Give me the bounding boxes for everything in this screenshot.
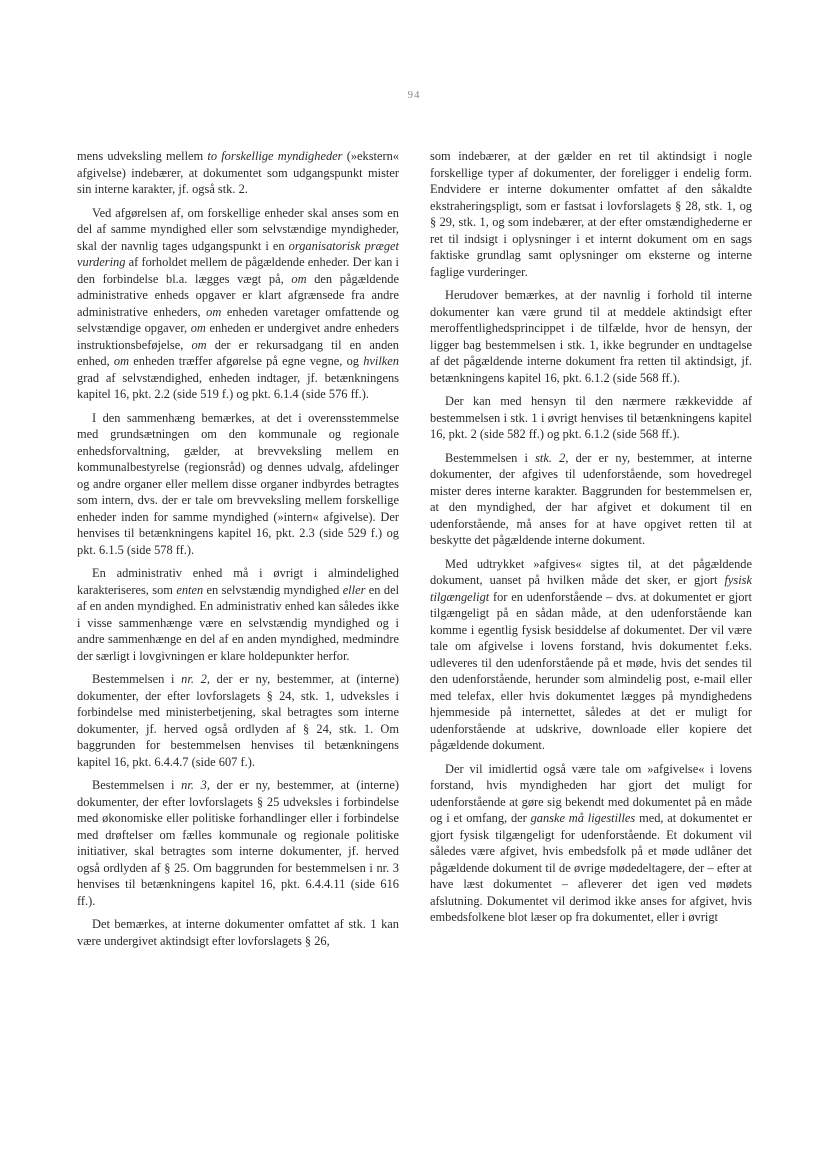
text-run: Herudover bemærkes, at der navnlig i forhold til interne dokumenter kan være grund til at meddele aktindsigt efter meroffentlighedsprincippet i de tilfælde, hvor de hensyn, der ligger bag bestemmelsen i stk. 1, ikke begrunder en undtagelse af det pågældende interne dokument fra retten til aktindsigt, jf. betænkningens kapitel 16, pkt. 6.1.2 (side 568 ff.). xyxy=(430,288,752,385)
text-run: af forholdet mellem de pågældende enheder. Der kan i den forbindelse bl.a. lægges vægt på, xyxy=(77,255,399,286)
text-run: en selvstændig myndighed xyxy=(203,582,343,597)
text-run: enheden er undergivet andre enheders instruktionsbeføjelse, xyxy=(77,321,399,352)
left-column xyxy=(77,148,399,949)
text-run: Bestemmelsen i xyxy=(92,672,182,686)
italic-text: organisatorisk præget vurdering xyxy=(77,238,400,269)
text-run: der er ny, bestemmer, at interne dokumenter, der afgives til udenforstående, som hovedregel mister deres interne karakter. Baggrunden for bestemmelsen er, at den myndighed, der har afgivet et dokument til en udenforstående, må anses for at have opgivet retten til at beskytte det pågældende interne dokument. xyxy=(430,450,752,547)
paragraph xyxy=(77,148,399,198)
text-run: der er ny, bestemmer, at (interne) dokumenter, der efter lovforslagets § 24, stk. 1, udveksles i forbindelse med ministerbetjening, skal betragtes som interne dokumenter, jf. herved også ordlyden af § 24, stk. 1. Om baggrunden for bestemmelsen henvises til betænkningens kapitel 16, pkt. 6.4.4.7 (side 607 f.). xyxy=(77,672,399,769)
paragraph xyxy=(430,287,752,386)
paragraph xyxy=(77,410,399,559)
paragraph xyxy=(77,777,399,909)
italic-text: eller xyxy=(342,582,366,597)
italic-text: to forskellige myndigheder xyxy=(207,149,343,163)
paragraph xyxy=(430,556,752,754)
text-run: mens udveksling mellem xyxy=(77,149,208,163)
paragraph xyxy=(430,393,752,443)
italic-text: om xyxy=(113,354,130,368)
paragraph xyxy=(430,450,752,549)
text-run: Det bemærkes, at interne dokumenter omfattet af stk. 1 kan være undergivet aktindsigt efter lovforslagets § 26, xyxy=(77,917,399,948)
italic-text: om xyxy=(190,321,206,335)
paragraph xyxy=(77,565,399,664)
text-run: En administrativ enhed må i øvrigt i almindelighed karakteriseres, som xyxy=(77,566,399,597)
italic-text: om xyxy=(206,304,222,319)
text-run: der er rekursadgang til en anden enhed, xyxy=(77,337,399,368)
italic-text: om xyxy=(191,337,207,352)
italic-text: nr. 2, xyxy=(181,672,210,686)
paragraph xyxy=(77,671,399,770)
text-run: Med udtrykket »afgives« sigtes til, at det pågældende dokument, uanset på hvilken måde det sker, er gjort xyxy=(430,556,752,587)
text-run: med, at dokumentet er gjort fysisk tilgængeligt for udenforstående. Et dokument vil således være afgivet, hvis embedsfolk på et møde udlåner det pågældende dokument til de øvrige mødedeltagere, der – efter at have læst dokumentet – afleverer det igen ved mødets afslutning. Dokumentet vil derimod ikke anses for afgivet, hvis embedsfolkene blot læser op fra dokumentet, eller i øvrigt xyxy=(430,811,752,924)
right-column xyxy=(430,148,752,926)
text-run: der er ny, bestemmer, at (interne) dokumenter, der efter lovforslagets § 25 udveksles i forbindelse med økonomiske eller politiske forhandlinger eller i forbindelse med drøftelser om fælles kommunale og regionale politiske initiativer, skal betragtes som interne dokumenter, jf. herved også ordlyden af § 25. Om baggrunden for bestemmelsen i nr. 3 henvises til betænkningens kapitel 16, pkt. 6.4.4.11 (side 616 ff.). xyxy=(77,778,399,908)
italic-text: enten xyxy=(176,582,204,597)
paragraph xyxy=(430,761,752,926)
italic-text: fysisk tilgængeligt xyxy=(430,573,752,604)
text-run: den pågældende administrative enheds opgaver er klart afgrænsede fra andre administrative enheders, xyxy=(77,271,399,319)
text-run: enheden træffer afgørelse på egne vegne, og xyxy=(129,354,364,368)
text-run: Der vil imidlertid også være tale om »afgivelse« i lovens forstand, hvis myndigheden har gjort det muligt for udenforstående at gøre sig bekendt med dokumentet på en måde og i et omfang, der xyxy=(430,761,752,825)
text-run: enheden varetager omfattende og selvstændige opgaver, xyxy=(77,304,399,335)
text-run: som indebærer, at der gælder en ret til aktindsigt i nogle forskellige typer af dokumenter, der foreligger i endelig form. Endvidere er interne dokumenter omfattet af den såkaldte ekstraheringspligt, som er fastsat i lovforslagets § 28, stk. 1, og § 29, stk. 1, og som indebærer, at der efter omstændighederne er ret til indsigt i oplysninger i et internt dokument om en sags faktiske grundlag samt oplysninger om eksterne og interne faglige vurderinger. xyxy=(430,149,752,279)
italic-text: om xyxy=(291,271,307,286)
text-run: (»ekstern« afgivelse) indebærer, at dokumentet som udgangspunkt mister sin interne karakter, jf. også stk. 2. xyxy=(77,149,399,196)
text-run: Der kan med hensyn til den nærmere rækkevidde af bestemmelsen i stk. 1 i øvrigt henvises til betænkningens kapitel 16, pkt. 2 (side 582 ff.) og pkt. 6.1.2 (side 568 ff.). xyxy=(430,394,752,441)
paragraph xyxy=(430,148,752,280)
text-run: grad af selvstændighed, enheden indtager, jf. betænkningens kapitel 16, pkt. 2.2 (side 519 f.) og pkt. 6.1.4 (side 576 ff.). xyxy=(77,370,399,401)
italic-text: stk. 2, xyxy=(535,450,569,465)
text-run: I den sammenhæng bemærkes, at det i overensstemmelse med grundsætningen om den kommunale og regionale enhedsforvaltning, gælder, at brevveksling mellem en kommunalbestyrelse (regionsråd) og dennes udvalg, afdelinger og andre organer eller mellem disse organer indbyrdes betragtes som intern, dvs. der er tale om brevveksling mellem forskellige enheder inden for samme myndighed (»intern« afgivelse). Der henvises til betænkningens kapitel 16, pkt. 2.3 (side 529 f.) og pkt. 6.1.5 (side 578 ff.). xyxy=(77,410,399,557)
italic-text: nr. 3, xyxy=(181,778,210,792)
paragraph xyxy=(77,916,399,949)
italic-text: hvilken xyxy=(363,354,399,368)
paragraph xyxy=(77,205,399,403)
text-run: Bestemmelsen i xyxy=(92,778,182,792)
page-number: 94 xyxy=(407,89,421,101)
text-run: for en udenforstående – dvs. at dokumentet er gjort tilgængeligt på en sådan måde, at den udenforstående kan komme i egentlig fysisk besiddelse af dokumentet. Der vil være tale om afgivelse i lovens forstand, hvis dokumentet f.eks. udleveres til den udenforstående på et møde, hvis det sendes til den udenforstående, herunder som almindelig post, e-mail eller med telefax, eller hvis dokumentet lægges på myndighedens hjemmeside på internettet, således at det er muligt for udenforstående at udskrive, downloade eller kopiere det pågældende dokument. xyxy=(430,589,752,752)
text-run: en del af en anden myndighed. En administrativ enhed kan således ikke i visse sammenhænge være en selvstændig myndighed og i andre sammenhænge en del af en anden myndighed, medmindre der særligt i lovgivningen er klare holdepunkter herfor. xyxy=(77,582,400,663)
text-run: Bestemmelsen i xyxy=(445,450,536,465)
text-run: Ved afgørelsen af, om forskellige enheder skal anses som en del af samme myndighed eller som selvstændige myndigheder, skal der navnlig tages udgangspunkt i en xyxy=(77,205,399,253)
italic-text: ganske må ligestilles xyxy=(530,811,636,825)
